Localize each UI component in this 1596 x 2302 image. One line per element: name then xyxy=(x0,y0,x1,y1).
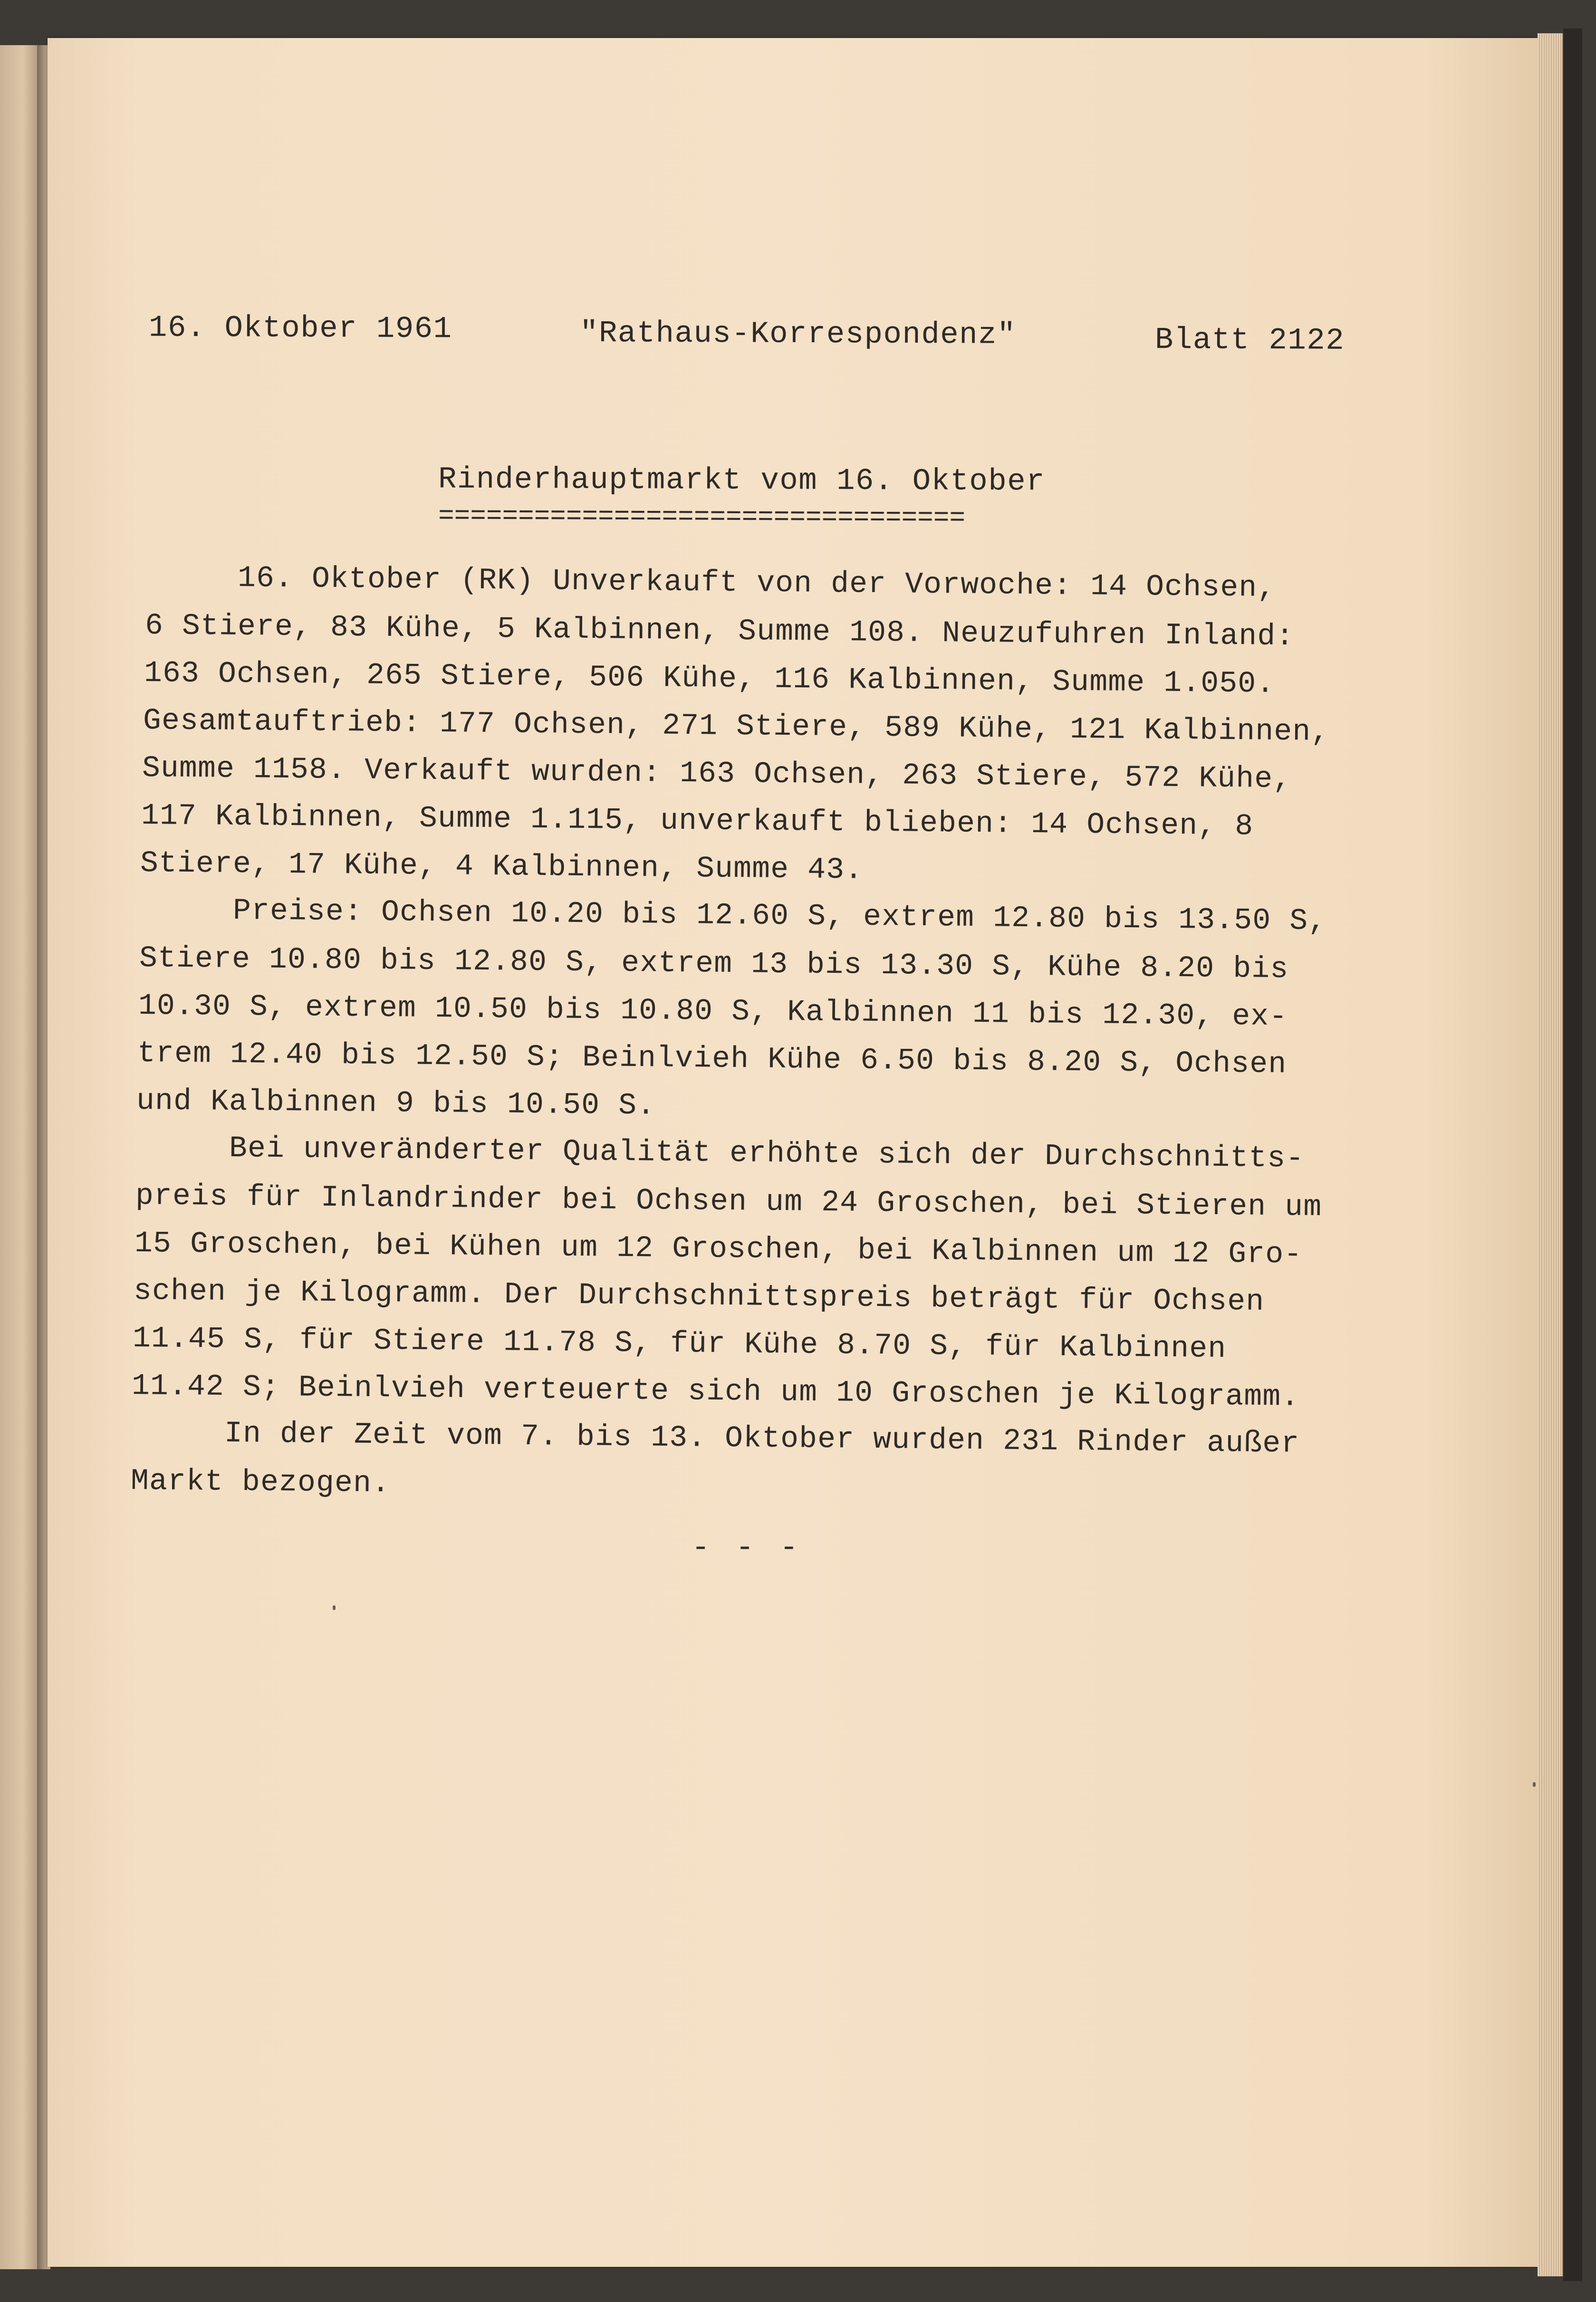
body-line: preis für Inlandrinder bei Ochsen um 24 Groschen, bei Stieren um xyxy=(135,1179,1322,1224)
body-line: 117 Kalbinnen, Summe 1.115, unverkauft blieben: 14 Ochsen, 8 xyxy=(141,799,1254,844)
title-underline: ================================= xyxy=(438,500,966,534)
body-line: Bei unveränderter Qualität erhöhte sich der Durchschnitts- xyxy=(229,1132,1305,1176)
header-publication: "Rathaus-Korrespondenz" xyxy=(579,316,1016,353)
header-sheet-number: Blatt 2122 xyxy=(1154,323,1345,358)
body-line: trem 12.40 bis 12.50 S; Beinlvieh Kühe 6.50 bis 8.20 S, Ochsen xyxy=(137,1036,1287,1082)
body-line: Stiere 10.80 bis 12.80 S, extrem 13 bis 13.30 S, Kühe 8.20 bis xyxy=(139,941,1289,987)
body-line: 16. Oktober (RK) Unverkauft von der Vorwoche: 14 Ochsen, xyxy=(237,561,1276,605)
body-line: 6 Stiere, 83 Kühe, 5 Kalbinnen, Summe 108. Neuzufuhren Inland: xyxy=(144,609,1295,654)
header-date: 16. Oktober 1961 xyxy=(148,311,452,347)
article-title: Rinderhauptmarkt vom 16. Oktober xyxy=(438,462,1046,499)
body-line: Gesamtauftrieb: 177 Ochsen, 271 Stiere, 589 Kühe, 121 Kalbinnen, xyxy=(143,704,1330,749)
cover-edge xyxy=(1563,29,1582,2281)
body-line: und Kalbinnen 9 bis 10.50 S. xyxy=(136,1084,656,1123)
body-line: schen je Kilogramm. Der Durchschnittspreis beträgt für Ochsen xyxy=(133,1274,1265,1319)
body-line: Markt bezogen. xyxy=(130,1464,391,1501)
body-line: 163 Ochsen, 265 Stiere, 506 Kühe, 116 Kalbinnen, Summe 1.050. xyxy=(144,656,1275,701)
body-line: 10.30 S, extrem 10.50 bis 10.80 S, Kalbinnen 11 bis 12.30, ex- xyxy=(138,989,1288,1034)
body-line: Preise: Ochsen 10.20 bis 12.60 S, extrem 12.80 bis 13.50 S, xyxy=(232,894,1327,939)
paper-speck xyxy=(333,1605,336,1610)
body-line: 15 Groschen, bei Kühen um 12 Groschen, bei Kalbinnen um 12 Gro- xyxy=(134,1227,1303,1272)
body-line: Stiere, 17 Kühe, 4 Kalbinnen, Summe 43. xyxy=(140,846,864,887)
page-stack-edges xyxy=(1538,33,1563,2276)
paper-speck xyxy=(1533,1782,1536,1787)
body-line: Summe 1158. Verkauft wurden: 163 Ochsen, 263 Stiere, 572 Kühe, xyxy=(142,751,1292,796)
body-line: 11.42 S; Beinlvieh verteuerte sich um 10 Groschen je Kilogramm. xyxy=(131,1369,1300,1414)
end-mark: - - - xyxy=(692,1531,802,1565)
left-page-edge xyxy=(0,45,38,2269)
body-line: In der Zeit vom 7. bis 13. Oktober wurden 231 Rinder außer xyxy=(224,1417,1300,1461)
body-line: 11.45 S, für Stiere 11.78 S, für Kühe 8.70 S, für Kalbinnen xyxy=(132,1322,1227,1366)
